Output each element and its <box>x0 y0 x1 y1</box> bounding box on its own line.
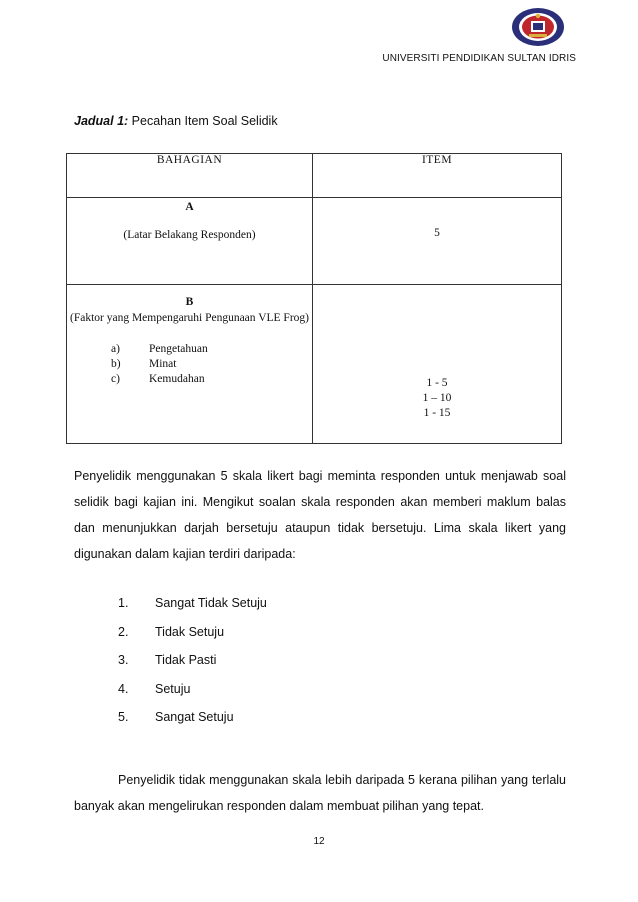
caption-label: Jadual 1: <box>74 114 129 128</box>
list-item <box>118 596 267 625</box>
scale-label: Sangat Tidak Setuju <box>155 596 267 610</box>
survey-breakdown-table <box>66 153 562 444</box>
list-item <box>118 625 267 654</box>
subitem-text: Pengetahuan <box>149 343 208 355</box>
subitem-marker: b) <box>111 358 121 370</box>
section-a-cell <box>67 198 313 285</box>
section-b-description: (Faktor yang Mempengaruhi Pengunaan VLE Frog) <box>69 312 309 324</box>
subitem-text: Kemudahan <box>149 373 205 385</box>
table-header-row <box>67 154 562 198</box>
section-b-items <box>313 285 562 444</box>
scale-label: Sangat Setuju <box>155 710 234 724</box>
scale-number: 4. <box>118 681 129 696</box>
scale-number: 3. <box>118 653 129 667</box>
section-b-cell <box>67 285 313 444</box>
scale-number: 5. <box>118 710 129 724</box>
university-header: UNIVERSITI PENDIDIKAN SULTAN IDRIS <box>382 53 576 64</box>
subitem-text: Minat <box>149 358 177 370</box>
caption-title: Pecahan Item Soal Selidik <box>131 114 278 128</box>
scale-label: Setuju <box>155 681 191 696</box>
header-bahagian: BAHAGIAN <box>67 154 313 198</box>
section-a-item: 5 <box>313 198 562 285</box>
scale-label: Tidak Setuju <box>155 624 225 639</box>
list-item <box>118 682 267 711</box>
list-item <box>118 710 267 739</box>
university-crest-icon <box>511 7 565 47</box>
list-item <box>118 653 267 682</box>
paragraph-likert-intro: Penyelidik menggunakan 5 skala likert bagi meminta responden untuk menjawab soal selidik bagi kajian ini. Mengikut soalan skala responden akan memberi maklum balas dan menunjukkan darjah bersetuju ataupun tidak bersetuju. Lima skala likert yang digunakan dalam kajian terdiri daripada: <box>74 469 566 561</box>
section-b-label: B <box>185 296 194 308</box>
table-row <box>67 285 562 444</box>
paragraph-scale-reason: Penyelidik tidak menggunakan skala lebih daripada 5 kerana pilihan yang terlalu banyak akan mengelirukan responden dalam membuat pilihan yang tepat. <box>74 773 566 813</box>
section-b-subitems <box>67 342 312 387</box>
section-a-description: (Latar Belakang Responden) <box>123 229 256 241</box>
likert-scale-list <box>118 596 267 739</box>
scale-number: 1. <box>118 596 129 610</box>
header-item: ITEM <box>313 154 562 198</box>
list-item <box>111 357 312 372</box>
subitem-range: 1 - 15 <box>423 407 451 419</box>
scale-label: Tidak Pasti <box>155 653 217 667</box>
scale-number: 2. <box>118 624 129 639</box>
table-row <box>67 198 562 285</box>
subitem-marker: a) <box>111 343 120 355</box>
page-number: 12 <box>313 836 325 847</box>
subitem-range: 1 – 10 <box>422 392 452 404</box>
subitem-range: 1 - 5 <box>426 377 448 389</box>
table-caption <box>74 114 278 128</box>
subitem-marker: c) <box>111 373 120 385</box>
section-a-label: A <box>185 201 194 213</box>
list-item <box>111 372 312 387</box>
list-item <box>111 342 312 357</box>
